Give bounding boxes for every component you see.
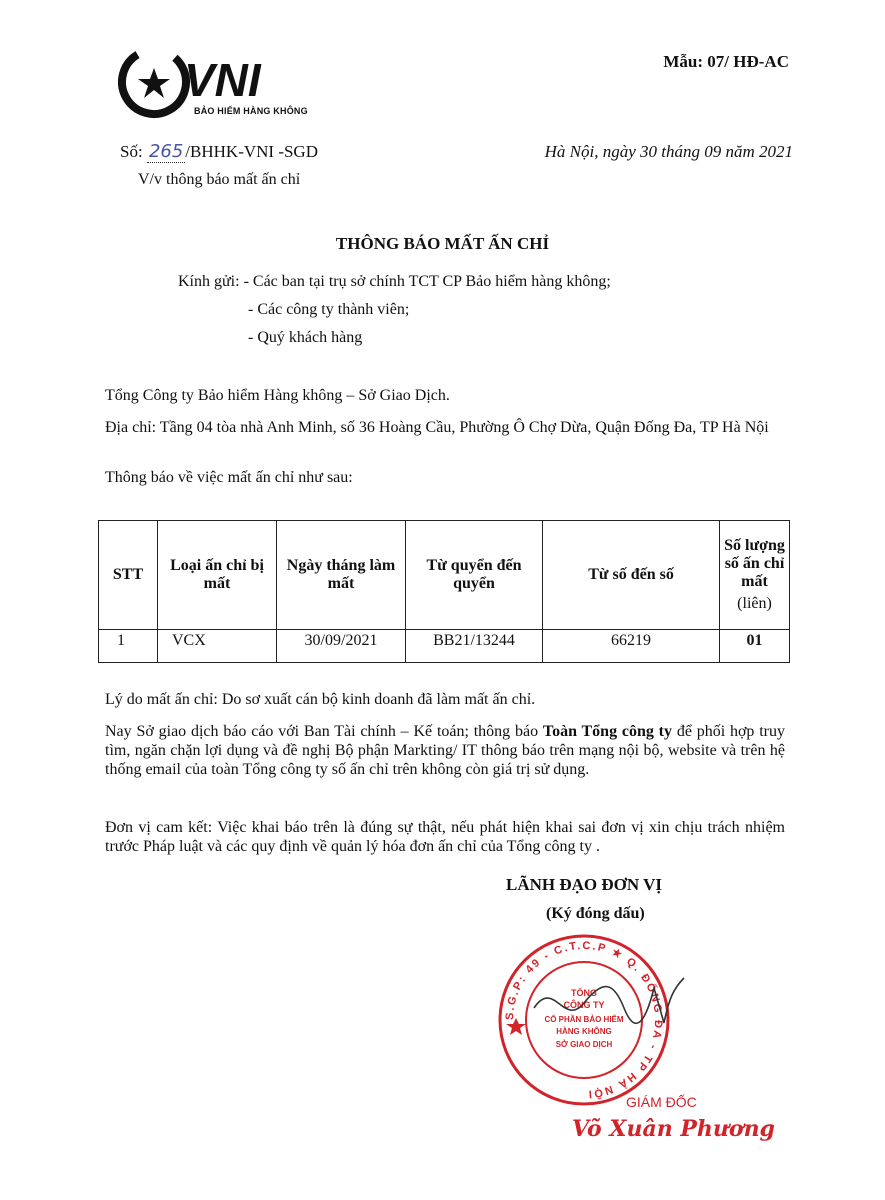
stamp-line: HÀNG KHÔNG (556, 1027, 612, 1036)
recipient-line-1 (178, 268, 611, 296)
header-quantity-unit: (liên) (737, 595, 772, 612)
signer-name: Võ Xuân Phương (572, 1116, 775, 1142)
report-text-1: Nay Sở giao dịch báo cáo với Ban Tài chính – Kế toán; thông báo (105, 723, 543, 740)
header-quantity-label: Số lượng số ấn chỉ mất (724, 537, 785, 590)
header-stt: STT (99, 521, 158, 630)
recipients-block (178, 268, 611, 352)
stamp-line: TỔNG (571, 988, 597, 998)
company-address: Địa chỉ: Tầng 04 tòa nhà Anh Minh, số 36 Hoàng Cầu, Phường Ô Chợ Dừa, Quận Đống Đa, TP Hà Nội (105, 419, 769, 436)
stamp-line: CỔ PHẦN BẢO HIỂM (544, 1015, 624, 1024)
logo-subtitle: BẢO HIỂM HÀNG KHÔNG (194, 106, 308, 116)
lost-receipts-table (98, 520, 790, 663)
doc-number-suffix: /BHHK-VNI -SGD (185, 142, 318, 161)
header-quantity (720, 521, 790, 630)
signature-note: (Ký đóng dấu) (546, 905, 645, 922)
handwritten-signature (524, 968, 694, 1038)
table-row (99, 630, 790, 663)
report-text-2: để phối hợp truy tìm, ngăn chặn lợi dụng và đề nghị Bộ phận Markting/ IT thông báo trên mạng nội bộ, website và trên hệ thống email của toàn Tổng công ty số ấn chỉ trên không còn giá trị sử dụng. (105, 723, 786, 778)
cell-stt: 1 (99, 630, 158, 663)
document-title: THÔNG BÁO MẤT ẤN CHỈ (335, 234, 550, 253)
doc-number-prefix: Số: (120, 142, 147, 161)
header-type: Loại ấn chỉ bị mất (158, 521, 277, 630)
logo-wordmark: VNI (184, 54, 261, 106)
cell-book-range: BB21/13244 (406, 630, 543, 663)
cell-type: VCX (158, 630, 277, 663)
document-number (120, 141, 318, 162)
header-number-range: Từ số đến số (543, 521, 720, 630)
company-name: Tổng Công ty Bảo hiểm Hàng không – Sở Giao Dịch. (105, 387, 450, 404)
table-header-row (99, 521, 790, 630)
report-paragraph (105, 722, 785, 779)
recipient-item: - Các công ty thành viên; (248, 301, 410, 318)
signature-title: LÃNH ĐẠO ĐƠN VỊ (506, 875, 663, 894)
stamp-star-icon (506, 1018, 526, 1035)
doc-number-handwritten: 265 (148, 141, 184, 162)
form-code: Mẫu: 07/ HĐ-AC (663, 52, 789, 71)
cell-quantity: 01 (720, 630, 790, 663)
cell-date: 30/09/2021 (277, 630, 406, 663)
stamp-line: SỞ GIAO DỊCH (555, 1040, 613, 1049)
stamp-line: CÔNG TY (563, 1000, 605, 1010)
header-date: Ngày tháng làm mất (277, 521, 406, 630)
commitment-paragraph: Đơn vị cam kết: Việc khai báo trên là đúng sự thật, nếu phát hiện khai sai đơn vị xin chịu trách nhiệm trước Pháp luật và các quy định về quản lý hóa đơn ấn chỉ của Tổng công ty . (105, 819, 785, 855)
header-book-range: Từ quyển đến quyển (406, 521, 543, 630)
signer-position: GIÁM ĐỐC (626, 1094, 697, 1110)
report-emphasis: Toàn Tổng công ty (542, 723, 673, 740)
reason-line: Lý do mất ấn chỉ: Do sơ xuất cán bộ kinh doanh đã làm mất ấn chỉ. (105, 691, 536, 708)
recipients-label: Kính gửi: (178, 273, 244, 290)
recipient-item: - Các ban tại trụ sở chính TCT CP Bảo hiểm hàng không; (243, 273, 611, 290)
recipient-item: - Quý khách hàng (248, 329, 363, 346)
document-date: Hà Nội, ngày 30 tháng 09 năm 2021 (544, 142, 793, 161)
cell-number-range: 66219 (543, 630, 720, 663)
intro-line: Thông báo về việc mất ấn chỉ như sau: (105, 469, 353, 486)
stamp-ring-text: S.G.P: 49 - C.T.C.P ★ Q. ĐỐNG ĐA - TP HÀ NỘI (503, 939, 665, 1101)
document-subject: V/v thông báo mất ấn chỉ (138, 171, 301, 188)
